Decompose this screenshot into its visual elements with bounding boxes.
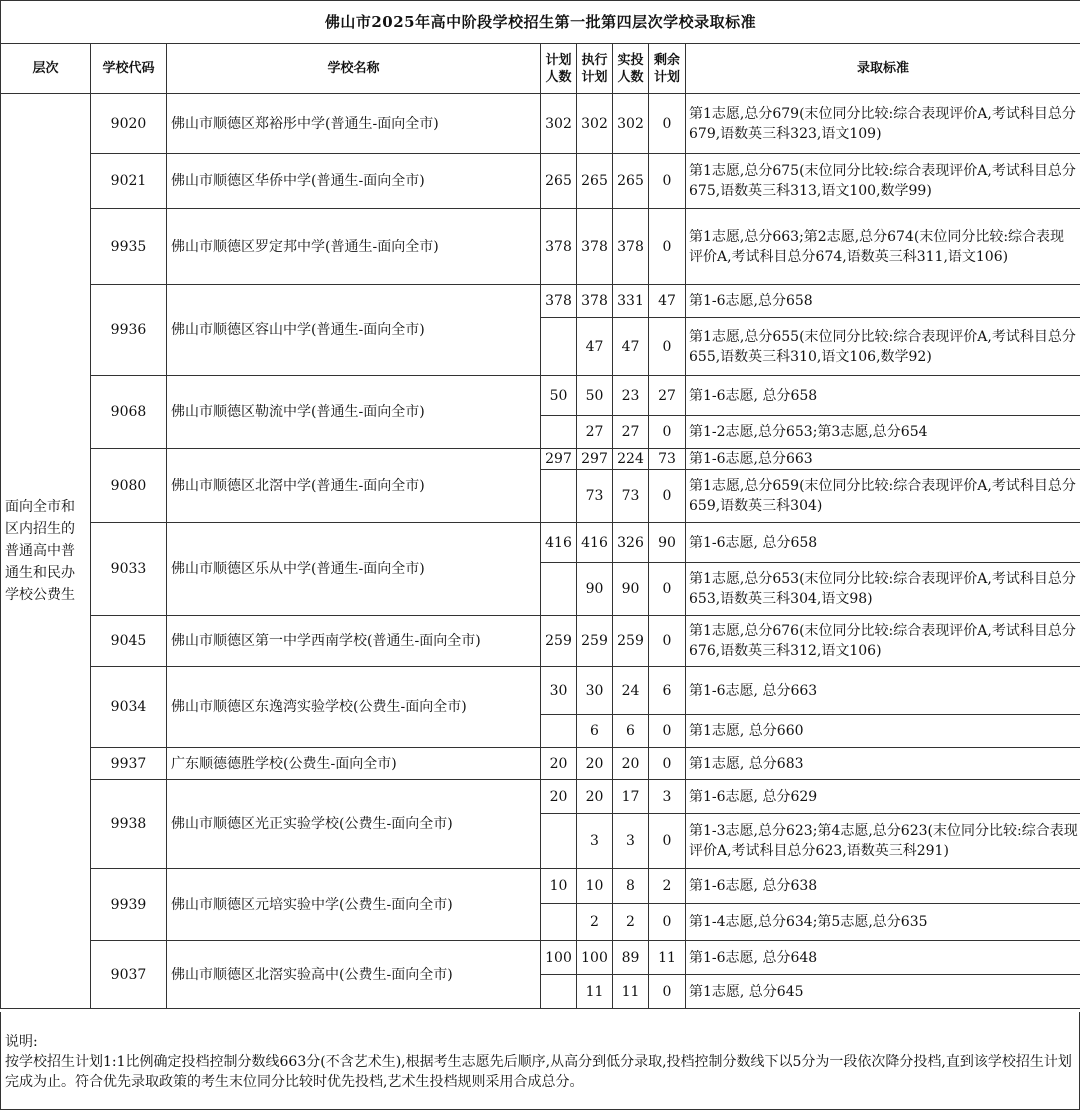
admission-standard: 第1志愿,总分655(末位同分比较:综合表现评价A,考试科目总分655,语数英三科310,语文106,数学92) — [686, 318, 1080, 376]
actual-count: 73 — [613, 470, 649, 523]
header-exec-line1: 执行 — [581, 52, 608, 68]
plan-count-empty — [541, 975, 577, 1009]
exec-plan: 11 — [577, 975, 613, 1009]
school-code: 9939 — [91, 869, 167, 941]
table-row — [1, 285, 1080, 318]
actual-count: 326 — [613, 523, 649, 563]
header-exec-line2: 计划 — [581, 69, 608, 85]
school-name: 佛山市顺德区容山中学(普通生-面向全市) — [167, 285, 541, 376]
header-plan-line1: 计划 — [545, 52, 572, 68]
school-code: 9033 — [91, 523, 167, 616]
exec-plan: 20 — [577, 780, 613, 814]
admission-standard: 第1-4志愿,总分634;第5志愿,总分635 — [686, 904, 1080, 941]
actual-count: 8 — [613, 869, 649, 904]
header-actual — [613, 44, 649, 94]
table-row — [1, 94, 1080, 154]
exec-plan: 47 — [577, 318, 613, 376]
remain-plan: 73 — [649, 449, 686, 470]
table-row — [1, 869, 1080, 904]
admission-standard: 第1志愿,总分679(末位同分比较:综合表现评价A,考试科目总分679,语数英三科323,语文109) — [686, 94, 1080, 154]
level-cell: 面向全市和区内招生的普通高中普通生和民办学校公费生 — [1, 94, 91, 1009]
admission-standard: 第1志愿,总分676(末位同分比较:综合表现评价A,考试科目总分676,语数英三科312,语文106) — [686, 616, 1080, 667]
plan-count-empty — [541, 904, 577, 941]
actual-count: 3 — [613, 814, 649, 869]
remain-plan: 27 — [649, 376, 686, 416]
admission-standard: 第1志愿,总分663;第2志愿,总分674(末位同分比较:综合表现评价A,考试科目总分674,语数英三科311,语文106) — [686, 209, 1080, 285]
remain-plan: 0 — [649, 904, 686, 941]
remain-plan: 0 — [649, 715, 686, 748]
admission-standard: 第1-6志愿, 总分638 — [686, 869, 1080, 904]
actual-count: 224 — [613, 449, 649, 470]
remain-plan: 47 — [649, 285, 686, 318]
school-name: 广东顺德德胜学校(公费生-面向全市) — [167, 748, 541, 780]
plan-count-empty — [541, 318, 577, 376]
admission-standard: 第1-6志愿,总分658 — [686, 285, 1080, 318]
school-name: 佛山市顺德区第一中学西南学校(普通生-面向全市) — [167, 616, 541, 667]
table-row — [1, 616, 1080, 667]
school-code: 9037 — [91, 941, 167, 1009]
plan-count: 50 — [541, 376, 577, 416]
exec-plan: 6 — [577, 715, 613, 748]
actual-count: 24 — [613, 667, 649, 715]
plan-count-empty — [541, 470, 577, 523]
school-name: 佛山市顺德区乐从中学(普通生-面向全市) — [167, 523, 541, 616]
exec-plan: 2 — [577, 904, 613, 941]
table-row — [1, 667, 1080, 715]
plan-count: 378 — [541, 209, 577, 285]
school-code: 9020 — [91, 94, 167, 154]
plan-count: 20 — [541, 748, 577, 780]
actual-count: 90 — [613, 563, 649, 616]
admission-standard: 第1志愿, 总分660 — [686, 715, 1080, 748]
header-exec — [577, 44, 613, 94]
admission-standard: 第1志愿,总分675(末位同分比较:综合表现评价A,考试科目总分675,语数英三科313,语文100,数学99) — [686, 154, 1080, 209]
exec-plan: 90 — [577, 563, 613, 616]
remain-plan: 0 — [649, 563, 686, 616]
school-code: 9937 — [91, 748, 167, 780]
school-code: 9080 — [91, 449, 167, 523]
actual-count: 2 — [613, 904, 649, 941]
remain-plan: 6 — [649, 667, 686, 715]
school-name: 佛山市顺德区罗定邦中学(普通生-面向全市) — [167, 209, 541, 285]
school-name: 佛山市顺德区北滘中学(普通生-面向全市) — [167, 449, 541, 523]
exec-plan: 378 — [577, 209, 613, 285]
header-remain — [649, 44, 686, 94]
table-row — [1, 941, 1080, 975]
remain-plan: 0 — [649, 975, 686, 1009]
header-remain-line2: 计划 — [653, 69, 680, 85]
plan-count: 302 — [541, 94, 577, 154]
exec-plan: 297 — [577, 449, 613, 470]
admission-standard: 第1-6志愿, 总分658 — [686, 523, 1080, 563]
exec-plan: 10 — [577, 869, 613, 904]
header-code: 学校代码 — [91, 44, 167, 94]
table-row — [1, 209, 1080, 285]
remain-plan: 0 — [649, 416, 686, 449]
school-name: 佛山市顺德区元培实验中学(公费生-面向全市) — [167, 869, 541, 941]
remain-plan: 0 — [649, 470, 686, 523]
table-row — [1, 449, 1080, 470]
admission-standard: 第1-3志愿,总分623;第4志愿,总分623(末位同分比较:综合表现评价A,考试科目总分623,语数英三科291) — [686, 814, 1080, 869]
plan-count: 297 — [541, 449, 577, 470]
school-name: 佛山市顺德区华侨中学(普通生-面向全市) — [167, 154, 541, 209]
table-body — [1, 94, 1080, 1009]
school-code: 9021 — [91, 154, 167, 209]
remain-plan: 2 — [649, 869, 686, 904]
school-name: 佛山市顺德区郑裕彤中学(普通生-面向全市) — [167, 94, 541, 154]
admission-standard: 第1-6志愿,总分663 — [686, 449, 1080, 470]
remain-plan: 0 — [649, 616, 686, 667]
table-row — [1, 748, 1080, 780]
plan-count-empty — [541, 563, 577, 616]
remain-plan: 0 — [649, 209, 686, 285]
remain-plan: 0 — [649, 94, 686, 154]
school-name: 佛山市顺德区东逸湾实验学校(公费生-面向全市) — [167, 667, 541, 748]
plan-count: 10 — [541, 869, 577, 904]
table-row — [1, 780, 1080, 814]
remain-plan: 0 — [649, 814, 686, 869]
remain-plan: 0 — [649, 748, 686, 780]
exec-plan: 50 — [577, 376, 613, 416]
school-name: 佛山市顺德区北滘实验高中(公费生-面向全市) — [167, 941, 541, 1009]
actual-count: 378 — [613, 209, 649, 285]
table-row — [1, 523, 1080, 563]
exec-plan: 73 — [577, 470, 613, 523]
exec-plan: 3 — [577, 814, 613, 869]
header-remain-line1: 剩余 — [653, 52, 680, 68]
admission-standard: 第1志愿, 总分683 — [686, 748, 1080, 780]
admission-standard: 第1-6志愿, 总分629 — [686, 780, 1080, 814]
notes-section — [0, 1012, 1080, 1110]
admission-standard: 第1志愿,总分659(末位同分比较:综合表现评价A,考试科目总分659,语数英三科304) — [686, 470, 1080, 523]
remain-plan: 0 — [649, 154, 686, 209]
exec-plan: 259 — [577, 616, 613, 667]
admission-standard: 第1-6志愿, 总分658 — [686, 376, 1080, 416]
actual-count: 20 — [613, 748, 649, 780]
remain-plan: 11 — [649, 941, 686, 975]
table-title: 佛山市2025年高中阶段学校招生第一批第四层次学校录取标准 — [1, 1, 1080, 44]
header-plan-line2: 人数 — [545, 69, 572, 85]
school-name: 佛山市顺德区勒流中学(普通生-面向全市) — [167, 376, 541, 449]
exec-plan: 302 — [577, 94, 613, 154]
plan-count-empty — [541, 715, 577, 748]
school-code: 9938 — [91, 780, 167, 869]
exec-plan: 265 — [577, 154, 613, 209]
school-code: 9936 — [91, 285, 167, 376]
plan-count: 265 — [541, 154, 577, 209]
remain-plan: 3 — [649, 780, 686, 814]
admission-standard: 第1-6志愿, 总分663 — [686, 667, 1080, 715]
actual-count: 47 — [613, 318, 649, 376]
school-code: 9068 — [91, 376, 167, 449]
remain-plan: 90 — [649, 523, 686, 563]
school-code: 9045 — [91, 616, 167, 667]
exec-plan: 30 — [577, 667, 613, 715]
header-plan — [541, 44, 577, 94]
exec-plan: 378 — [577, 285, 613, 318]
exec-plan: 416 — [577, 523, 613, 563]
plan-count-empty — [541, 416, 577, 449]
actual-count: 6 — [613, 715, 649, 748]
plan-count-empty — [541, 814, 577, 869]
table-row — [1, 376, 1080, 416]
plan-count: 100 — [541, 941, 577, 975]
actual-count: 331 — [613, 285, 649, 318]
table-row — [1, 154, 1080, 209]
notes-text: 按学校招生计划1:1比例确定投档控制分数线663分(不含艺术生),根据考生志愿先后顺序,从高分到低分录取,投档控制分数线下以5分为一段依次降分投档,直到该学校招生计划完成为止。符合优先录取政策的考生末位同分比较时优先投档,艺术生投档规则采用合成总分。 — [5, 1054, 1072, 1090]
header-standard: 录取标准 — [686, 44, 1080, 94]
actual-count: 259 — [613, 616, 649, 667]
plan-count: 20 — [541, 780, 577, 814]
header-name: 学校名称 — [167, 44, 541, 94]
actual-count: 89 — [613, 941, 649, 975]
admission-standard: 第1-2志愿,总分653;第3志愿,总分654 — [686, 416, 1080, 449]
admission-standard: 第1志愿, 总分645 — [686, 975, 1080, 1009]
exec-plan: 27 — [577, 416, 613, 449]
admission-standard: 第1-6志愿, 总分648 — [686, 941, 1080, 975]
header-actual-line2: 人数 — [617, 69, 644, 85]
actual-count: 27 — [613, 416, 649, 449]
actual-count: 11 — [613, 975, 649, 1009]
plan-count: 30 — [541, 667, 577, 715]
actual-count: 23 — [613, 376, 649, 416]
admission-standard: 第1志愿,总分653(末位同分比较:综合表现评价A,考试科目总分653,语数英三科304,语文98) — [686, 563, 1080, 616]
school-name: 佛山市顺德区光正实验学校(公费生-面向全市) — [167, 780, 541, 869]
header-level: 层次 — [1, 44, 91, 94]
actual-count: 17 — [613, 780, 649, 814]
remain-plan: 0 — [649, 318, 686, 376]
notes-label: 说明: — [5, 1034, 38, 1050]
school-code: 9034 — [91, 667, 167, 748]
actual-count: 302 — [613, 94, 649, 154]
plan-count: 378 — [541, 285, 577, 318]
plan-count: 416 — [541, 523, 577, 563]
school-code: 9935 — [91, 209, 167, 285]
exec-plan: 20 — [577, 748, 613, 780]
exec-plan: 100 — [577, 941, 613, 975]
actual-count: 265 — [613, 154, 649, 209]
header-actual-line1: 实投 — [617, 52, 644, 68]
plan-count: 259 — [541, 616, 577, 667]
